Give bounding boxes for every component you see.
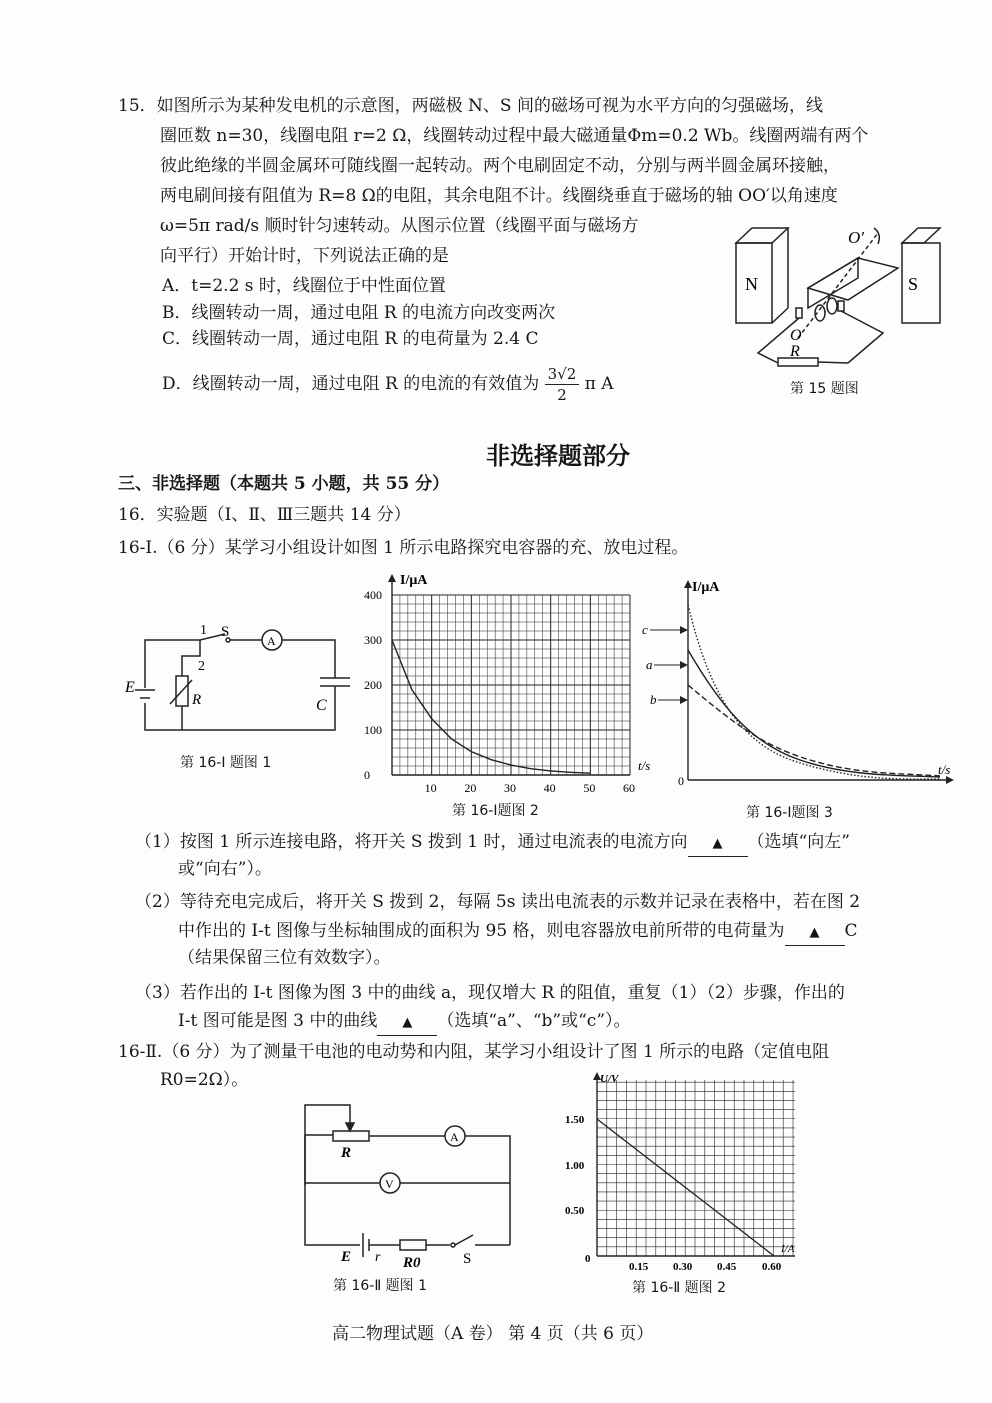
y-tick-label: 200: [364, 678, 382, 692]
x-tick-label: 0.15: [629, 1261, 649, 1273]
q15-line-3: 彼此绝缘的半圆金属环可随线圈一起转动。两个电刷固定不动，分别与两半圆金属环接触，: [160, 156, 840, 176]
curve-c-label: c: [642, 622, 648, 637]
q16-1-circuit-figure: [120, 618, 360, 748]
rheostat-r-label: R: [341, 1145, 352, 1161]
section-header: 三、非选择题（本题共 5 小题，共 55 分）: [118, 474, 450, 494]
part2-unit: C: [844, 921, 858, 941]
magnet-s-label: S: [908, 274, 919, 294]
x-tick-label: 60: [623, 781, 635, 795]
switch-s-label: S: [463, 1251, 472, 1267]
switch-pos-2-label: 2: [198, 659, 205, 674]
y-tick-label: 300: [364, 633, 382, 647]
q15-line-5: ω=5π rad/s 顺时针匀速转动。从图示位置（线圈平面与磁场方: [160, 216, 639, 236]
ammeter-label: A: [450, 1130, 459, 1144]
q16-1-fig2-graph: [360, 570, 660, 800]
curve-c: [688, 605, 940, 779]
curve-a-label: a: [646, 657, 653, 672]
q16-1-fig3-caption: 第 16-Ⅰ题图 3: [746, 805, 833, 821]
answer-blank[interactable]: ▲: [688, 832, 748, 857]
q16-1-part1: [135, 830, 850, 857]
discharge-curve: [392, 640, 590, 773]
part3-hint: （选填“a”、“b”或“c”）。: [437, 1011, 631, 1031]
y-tick-label: 100: [364, 723, 382, 737]
q16-1-fig1-caption: 第 16-Ⅰ 题图 1: [180, 755, 272, 771]
q16-2-line1: 16-Ⅱ.（6 分）为了测量干电池的电动势和内阻，某学习小组设计了图 1 所示的电路（定值电阻: [118, 1042, 830, 1062]
y-tick-label: 0.50: [565, 1205, 585, 1217]
part1-hint: （选填“向左”: [747, 832, 850, 852]
graph2-ylabel: I/μA: [400, 573, 428, 588]
q16-1-part1-cont: 或“向右”）。: [178, 859, 272, 879]
x-tick-label: 10: [424, 781, 437, 795]
q15-option-c: C．线圈转动一周，通过电阻 R 的电荷量为 2.4 C: [162, 329, 539, 349]
switch-pos-1-label: 1: [200, 623, 207, 638]
internal-r-label: r: [375, 1250, 381, 1265]
q16-1-fig3-graph: [640, 575, 960, 795]
q16-2-line2: R0=2Ω）。: [160, 1070, 249, 1090]
answer-blank[interactable]: ▲: [785, 921, 845, 946]
q15-line-2: 圈匝数 n=30，线圈电阻 r=2 Ω，线圈转动过程中最大磁通量Φm=0.2 Wb。线圈两端有两个: [160, 126, 869, 146]
capacitor-c-label: C: [316, 697, 327, 714]
curve-b: [688, 685, 940, 776]
section-title: 非选择题部分: [486, 442, 630, 470]
ammeter-label: A: [267, 634, 276, 648]
fraction-denominator: 2: [557, 386, 567, 404]
curve-b-label: b: [650, 692, 657, 707]
q15-line-6: 向平行）开始计时，下列说法正确的是: [160, 246, 449, 266]
q16-1-part2-line2: [178, 919, 858, 946]
q15-option-d-prefix: D．线圈转动一周，通过电阻 R 的电流的有效值为: [162, 374, 540, 394]
q16-2-fig2-caption: 第 16-Ⅱ 题图 2: [632, 1280, 727, 1296]
q15-line-1: 15．如图所示为某种发电机的示意图，两磁极 N、S 间的磁场可视为水平方向的匀强磁场，线: [118, 96, 823, 116]
fraction-numerator: 3√2: [545, 364, 580, 385]
q16-1-part2-line3: （结果保留三位有效数字）。: [178, 948, 391, 968]
q16-header: 16．实验题（Ⅰ、Ⅱ、Ⅲ三题共 14 分）: [118, 505, 411, 525]
curve-a: [688, 650, 940, 777]
q16-2-fig1-caption: 第 16-Ⅱ 题图 1: [333, 1278, 428, 1294]
graph3-origin: 0: [678, 774, 684, 788]
graph3-xlabel: t/s: [938, 762, 951, 777]
switch-s-label: S: [221, 624, 230, 640]
r0-label: R0: [403, 1255, 421, 1271]
answer-blank[interactable]: ▲: [377, 1011, 437, 1036]
x-tick-label: 40: [543, 781, 556, 795]
emf-e-label: E: [125, 679, 135, 696]
q16-1-intro: 16-Ⅰ.（6 分）某学习小组设计如图 1 所示电路探究电容器的充、放电过程。: [118, 538, 689, 558]
magnet-n-label: N: [745, 274, 758, 294]
uv-xlabel: I/A: [781, 1243, 795, 1255]
resistor-r-label: R: [192, 692, 202, 708]
y-tick-label: 1.00: [565, 1160, 585, 1172]
graph3-ylabel: I/μA: [692, 580, 720, 595]
page-footer: 高二物理试题（A 卷） 第 4 页（共 6 页）: [332, 1324, 654, 1344]
voltmeter-label: V: [385, 1177, 394, 1191]
y-tick-label: 1.50: [565, 1114, 585, 1126]
x-tick-label: 0.60: [762, 1261, 782, 1273]
q15-figure-caption: 第 15 题图: [790, 381, 859, 397]
q16-2-fig2-graph: [555, 1068, 805, 1278]
q16-1-part3-line2: [178, 1009, 631, 1036]
axis-o-bottom-label: O: [790, 327, 802, 344]
y-tick-label: 400: [364, 588, 382, 602]
x-tick-label: 50: [583, 781, 596, 795]
q16-2-circuit-figure: [295, 1095, 525, 1275]
axis-o-top-label: O′: [848, 228, 864, 247]
q16-1-part3-line1: （3）若作出的 I-t 图像为图 3 中的曲线 a，现仅增大 R 的阻值，重复（1）（2）步骤，作出的: [135, 983, 845, 1003]
emf-e-label: E: [341, 1249, 352, 1265]
part2-text: 中作出的 I-t 图像与坐标轴围成的面积为 95 格，则电容器放电前所带的电荷量为: [178, 921, 785, 941]
x-tick-label: 0.45: [717, 1261, 737, 1273]
part3-text: I-t 图可能是图 3 中的曲线: [178, 1011, 378, 1031]
q15-option-d-suffix: π A: [584, 374, 614, 394]
y-tick-label: 0: [364, 768, 370, 782]
uv-ylabel: U/V: [600, 1073, 619, 1085]
resistor-r-label: R: [790, 343, 800, 360]
graph2-xlabel: t/s: [638, 758, 651, 773]
x-tick-label: 30: [504, 781, 516, 795]
q15-option-d: [162, 362, 614, 406]
q16-1-part2-line1: （2）等待充电完成后，将开关 S 拨到 2，每隔 5s 读出电流表的示数并记录在表格中，若在图 2: [135, 892, 861, 912]
q15-line-4: 两电刷间接有阻值为 R=8 Ω的电阻，其余电阻不计。线圈绕垂直于磁场的轴 OO′以角速度: [160, 186, 838, 206]
q15-option-d-fraction: [545, 364, 580, 405]
q15-generator-figure: [728, 218, 958, 383]
q16-1-fig2-caption: 第 16-Ⅰ题图 2: [452, 803, 539, 819]
y-tick-label: 0: [585, 1253, 591, 1265]
x-tick-label: 20: [464, 781, 477, 795]
q15-option-a: A．t=2.2 s 时，线圈位于中性面位置: [162, 276, 446, 296]
x-tick-label: 0.30: [673, 1261, 693, 1273]
part1-text: （1）按图 1 所示连接电路，将开关 S 拨到 1 时，通过电流表的电流方向: [135, 832, 688, 852]
q15-option-b: B．线圈转动一周，通过电阻 R 的电流方向改变两次: [162, 303, 556, 323]
